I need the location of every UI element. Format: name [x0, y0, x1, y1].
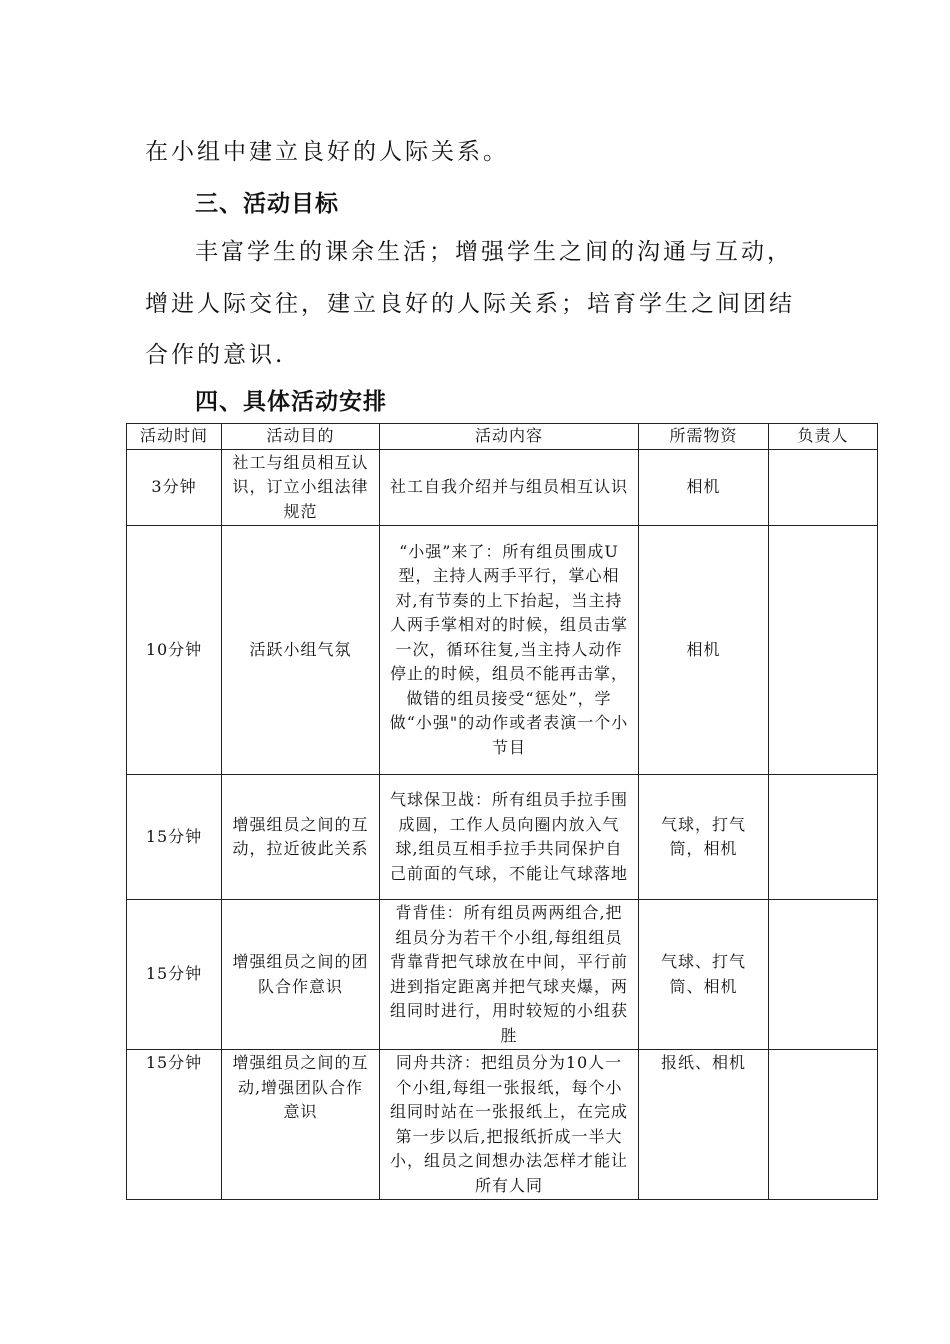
- header-time: 活动时间: [127, 424, 222, 450]
- cell-purpose: 增强组员之间的互动,增强团队合作意识: [222, 1050, 380, 1200]
- cell-owner: [769, 1050, 878, 1200]
- cell-materials: 报纸、相机: [639, 1050, 769, 1200]
- cell-content: 同舟共济：把组员分为10人一个小组,每组一张报纸，每个小组同时站在一张报纸上，在完成第一步以后,把报纸折成一半大小，组员之间想办法怎样才能让所有人同: [380, 1050, 639, 1200]
- section-3-heading: 三、活动目标: [195, 191, 339, 217]
- cell-materials: 相机: [639, 526, 769, 775]
- cell-time: 15分钟: [127, 775, 222, 900]
- table-row: [127, 526, 878, 775]
- cell-materials: 气球、打气筒、相机: [639, 900, 769, 1050]
- cell-materials: 相机: [639, 449, 769, 526]
- table-row: [127, 449, 878, 526]
- header-purpose: 活动目的: [222, 424, 380, 450]
- header-materials: 所需物资: [639, 424, 769, 450]
- section-4-heading: 四、具体活动安排: [195, 389, 387, 415]
- goal-line-2: 增进人际交往，建立良好的人际关系；培育学生之间团结: [145, 291, 795, 317]
- header-content: 活动内容: [380, 424, 639, 450]
- cell-owner: [769, 526, 878, 775]
- cell-purpose: 增强组员之间的团队合作意识: [222, 900, 380, 1050]
- cell-owner: [769, 449, 878, 526]
- intro-line: 在小组中建立良好的人际关系。: [145, 139, 509, 165]
- goal-line-3: 合作的意识.: [145, 342, 286, 368]
- cell-time: 15分钟: [127, 1050, 222, 1200]
- cell-time: 10分钟: [127, 526, 222, 775]
- table-row: [127, 775, 878, 900]
- cell-purpose: 活跃小组气氛: [222, 526, 380, 775]
- table-row: [127, 1050, 878, 1200]
- cell-time: 3分钟: [127, 449, 222, 526]
- table-header-row: [127, 424, 878, 450]
- header-owner: 负责人: [769, 424, 878, 450]
- cell-content: 背背佳：所有组员两两组合,把组员分为若干个小组,每组组员背靠背把气球放在中间，平行前进到指定距离并把气球夹爆，两组同时进行，用时较短的小组获胜: [380, 900, 639, 1050]
- cell-content: 气球保卫战：所有组员手拉手围成圆，工作人员向圈内放入气球,组员互相手拉手共同保护自己前面的气球，不能让气球落地: [380, 775, 639, 900]
- cell-owner: [769, 775, 878, 900]
- table-row: [127, 900, 878, 1050]
- activity-schedule-table: [126, 423, 878, 1200]
- cell-purpose: 增强组员之间的互动，拉近彼此关系: [222, 775, 380, 900]
- cell-content: 社工自我介绍并与组员相互认识: [380, 449, 639, 526]
- cell-owner: [769, 900, 878, 1050]
- cell-content: “小强”来了：所有组员围成U型，主持人两手平行，掌心相对,有节奏的上下抬起，当主持人两手掌相对的时候，组员击掌一次，循环往复,当主持人动作停止的时候，组员不能再击掌，做错的组员接受“惩处”，学做“小强"的动作或者表演一个小节目: [380, 526, 639, 775]
- cell-materials: 气球，打气筒，相机: [639, 775, 769, 900]
- goal-line-1: 丰富学生的课余生活；增强学生之间的沟通与互动，: [195, 239, 793, 265]
- cell-purpose: 社工与组员相互认识，订立小组法律规范: [222, 449, 380, 526]
- cell-time: 15分钟: [127, 900, 222, 1050]
